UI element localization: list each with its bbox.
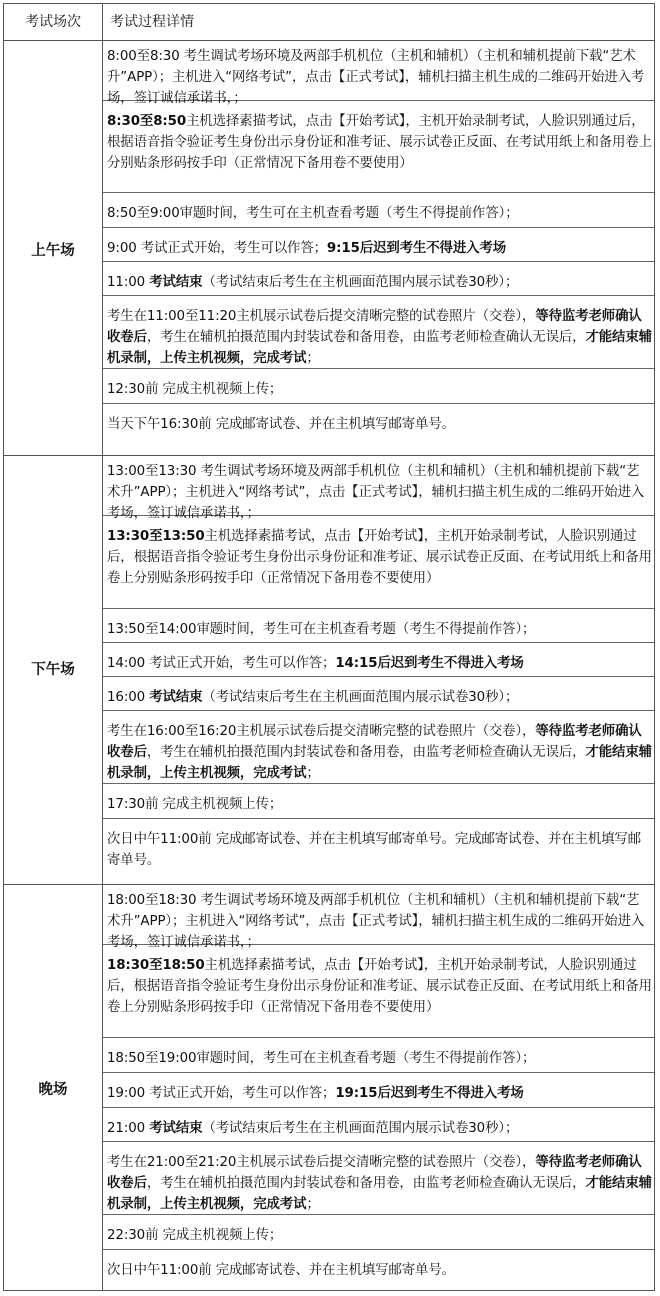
schedule-item — [107, 1048, 652, 1069]
emphasis-text: 等待监考老师确认收卷后 — [107, 309, 642, 345]
emphasis-text: 考试结束 — [149, 690, 203, 705]
schedule-item — [107, 1083, 652, 1104]
item-text: 考生在21:00至21:20主机展示试卷后提交清晰完整的试卷照片（交卷）， — [107, 1155, 536, 1170]
schedule-item — [107, 890, 652, 953]
item-text: 次日中午11:00前 完成邮寄试卷、并在主机填写邮寄单号。 — [107, 1263, 455, 1278]
emphasis-text: 19:15后迟到考生不得进入考场 — [335, 1086, 524, 1101]
item-text: 9:00 考试正式开始，考生可以作答； — [107, 241, 327, 256]
schedule-item — [107, 653, 652, 674]
item-text: ，考生在辅机拍摄范围内封装试卷和备用卷，由监考老师检查确认无误后， — [146, 330, 586, 345]
exam-schedule-table — [3, 3, 655, 1291]
header-details: 考试过程详情 — [110, 14, 194, 30]
session-divider — [4, 884, 654, 885]
schedule-item — [107, 111, 652, 174]
schedule-item — [107, 1225, 652, 1246]
item-text: 主机选择素描考试，点击【开始考试】，主机开始录制考试，人脸识别通过后，根据语音指令验证考生身份出示身份证和准考证、展示试卷正反面、在考试用纸上和备用卷上分别贴条形码按手印（正常情况下备用卷不要使用） — [107, 529, 652, 586]
item-divider — [102, 710, 654, 711]
item-text: ； — [306, 766, 320, 781]
item-divider — [102, 1072, 654, 1073]
schedule-item — [107, 526, 652, 589]
emphasis-text: 才能结束辅机录制，上传主机视频，完成考试 — [107, 745, 652, 781]
item-text: 11:00 — [107, 275, 150, 290]
item-divider — [102, 403, 654, 404]
item-divider — [102, 1141, 654, 1142]
emphasis-text: 考试结束 — [149, 1121, 203, 1136]
item-divider — [102, 261, 654, 262]
item-text: （考试结束后考生在主机画面范围内展示试卷30秒）； — [202, 690, 519, 705]
schedule-item — [107, 203, 652, 224]
header-divider — [4, 40, 654, 41]
item-text: ； — [306, 351, 320, 366]
schedule-item — [107, 619, 652, 640]
schedule-item — [107, 687, 652, 708]
emphasis-text: 13:30至13:50 — [107, 529, 205, 544]
emphasis-text: 9:15后迟到考生不得进入考场 — [326, 241, 507, 256]
emphasis-text: 等待监考老师确认收卷后 — [107, 724, 642, 760]
emphasis-text: 18:30至18:50 — [107, 958, 205, 973]
item-text: 次日中午11:00前 完成邮寄试卷、并在主机填写邮寄单号。完成邮寄试卷、并在主机填写邮寄单号。 — [107, 832, 641, 868]
item-text: 当天下午16:30前 完成邮寄试卷、并在主机填写邮寄单号。 — [107, 417, 455, 432]
header-session: 考试场次 — [25, 14, 81, 30]
item-divider — [102, 192, 654, 193]
item-text: 考生在16:00至16:20主机展示试卷后提交清晰完整的试卷照片（交卷）， — [107, 724, 536, 739]
item-divider — [102, 676, 654, 677]
emphasis-text: 14:15后迟到考生不得进入考场 — [335, 656, 524, 671]
item-text: （考试结束后考生在主机画面范围内展示试卷30秒）； — [202, 1121, 519, 1136]
schedule-item — [107, 306, 652, 369]
emphasis-text: 8:30至8:50 — [107, 114, 187, 129]
item-divider — [102, 1037, 654, 1038]
schedule-item — [107, 238, 652, 259]
item-text: ，考生在辅机拍摄范围内封装试卷和备用卷，由监考老师检查确认无误后， — [146, 745, 586, 760]
schedule-item — [107, 955, 652, 1018]
item-divider — [102, 1107, 654, 1108]
emphasis-text: 才能结束辅机录制，上传主机视频，完成考试 — [107, 1176, 652, 1212]
item-divider — [102, 818, 654, 819]
session-label: 下午场 — [31, 662, 75, 678]
schedule-item — [107, 721, 652, 784]
item-text: 21:00 — [107, 1121, 150, 1136]
item-text: 8:00至8:30 考生调试考场环境及两部手机机位（主机和辅机）（主机和辅机提前下载“艺术升”APP）；主机进入“网络考试”，点击【正式考试】，辅机扫描主机生成的二维码开始进入考场，签订诚信承诺书，； — [107, 49, 645, 106]
schedule-item — [107, 794, 652, 815]
item-text: ，考生在辅机拍摄范围内封装试卷和备用卷，由监考老师检查确认无误后， — [146, 1176, 586, 1191]
item-text: 18:00至18:30 考生调试考场环境及两部手机机位（主机和辅机）（主机和辅机提前下载“艺术升”APP）；主机进入“网络考试”，点击【正式考试】，辅机扫描主机生成的二维码开始进入考场，签订诚信承诺书，； — [107, 893, 645, 950]
item-text: 13:50至14:00审题时间，考生可在主机查看考题（考生不得提前作答）； — [107, 622, 536, 637]
schedule-item — [107, 414, 652, 435]
item-divider — [102, 608, 654, 609]
schedule-item — [107, 1118, 652, 1139]
item-text: 8:50至9:00审题时间，考生可在主机查看考题（考生不得提前作答）； — [107, 206, 519, 221]
item-divider — [102, 227, 654, 228]
item-text: ； — [306, 1197, 320, 1212]
item-text: 17:30前 完成主机视频上传； — [107, 797, 283, 812]
emphasis-text: 考试结束 — [149, 275, 203, 290]
item-text: 18:50至19:00审题时间，考生可在主机查看考题（考生不得提前作答）； — [107, 1051, 536, 1066]
item-text: 14:00 考试正式开始，考生可以作答； — [107, 656, 336, 671]
item-text: 13:00至13:30 考生调试考场环境及两部手机机位（主机和辅机）（主机和辅机提前下载“艺术升”APP）；主机进入“网络考试”，点击【正式考试】，辅机扫描主机生成的二维码开始进入考场，签订诚信承诺书，； — [107, 464, 645, 521]
schedule-item — [107, 461, 652, 524]
session-label: 上午场 — [31, 243, 75, 259]
schedule-item — [107, 379, 652, 400]
item-text: （考试结束后考生在主机画面范围内展示试卷30秒）； — [202, 275, 519, 290]
schedule-item — [107, 46, 652, 109]
session-label: 晚场 — [38, 1082, 68, 1098]
item-text: 19:00 考试正式开始，考生可以作答； — [107, 1086, 336, 1101]
schedule-item — [107, 1260, 652, 1281]
item-text: 16:00 — [107, 690, 150, 705]
item-divider — [102, 1249, 654, 1250]
item-divider — [102, 295, 654, 296]
schedule-item — [107, 829, 652, 871]
schedule-item — [107, 1152, 652, 1215]
schedule-item — [107, 272, 652, 293]
item-text: 22:30前 完成主机视频上传； — [107, 1228, 283, 1243]
session-divider — [4, 455, 654, 456]
item-text: 主机选择素描考试，点击【开始考试】，主机开始录制考试，人脸识别通过后，根据语音指令验证考生身份出示身份证和准考证、展示试卷正反面、在考试用纸上和备用卷上分别贴条形码按手印（正常情况下备用卷不要使用） — [107, 114, 652, 171]
emphasis-text: 才能结束辅机录制，上传主机视频，完成考试 — [107, 330, 652, 366]
column-divider — [102, 4, 103, 1290]
item-text: 考生在11:00至11:20主机展示试卷后提交清晰完整的试卷照片（交卷）， — [107, 309, 536, 324]
item-text: 12:30前 完成主机视频上传； — [107, 382, 283, 397]
item-text: 主机选择素描考试，点击【开始考试】，主机开始录制考试，人脸识别通过后，根据语音指令验证考生身份出示身份证和准考证、展示试卷正反面、在考试用纸上和备用卷上分别贴条形码按手印（正常情况下备用卷不要使用） — [107, 958, 652, 1015]
emphasis-text: 等待监考老师确认收卷后 — [107, 1155, 642, 1191]
item-divider — [102, 642, 654, 643]
